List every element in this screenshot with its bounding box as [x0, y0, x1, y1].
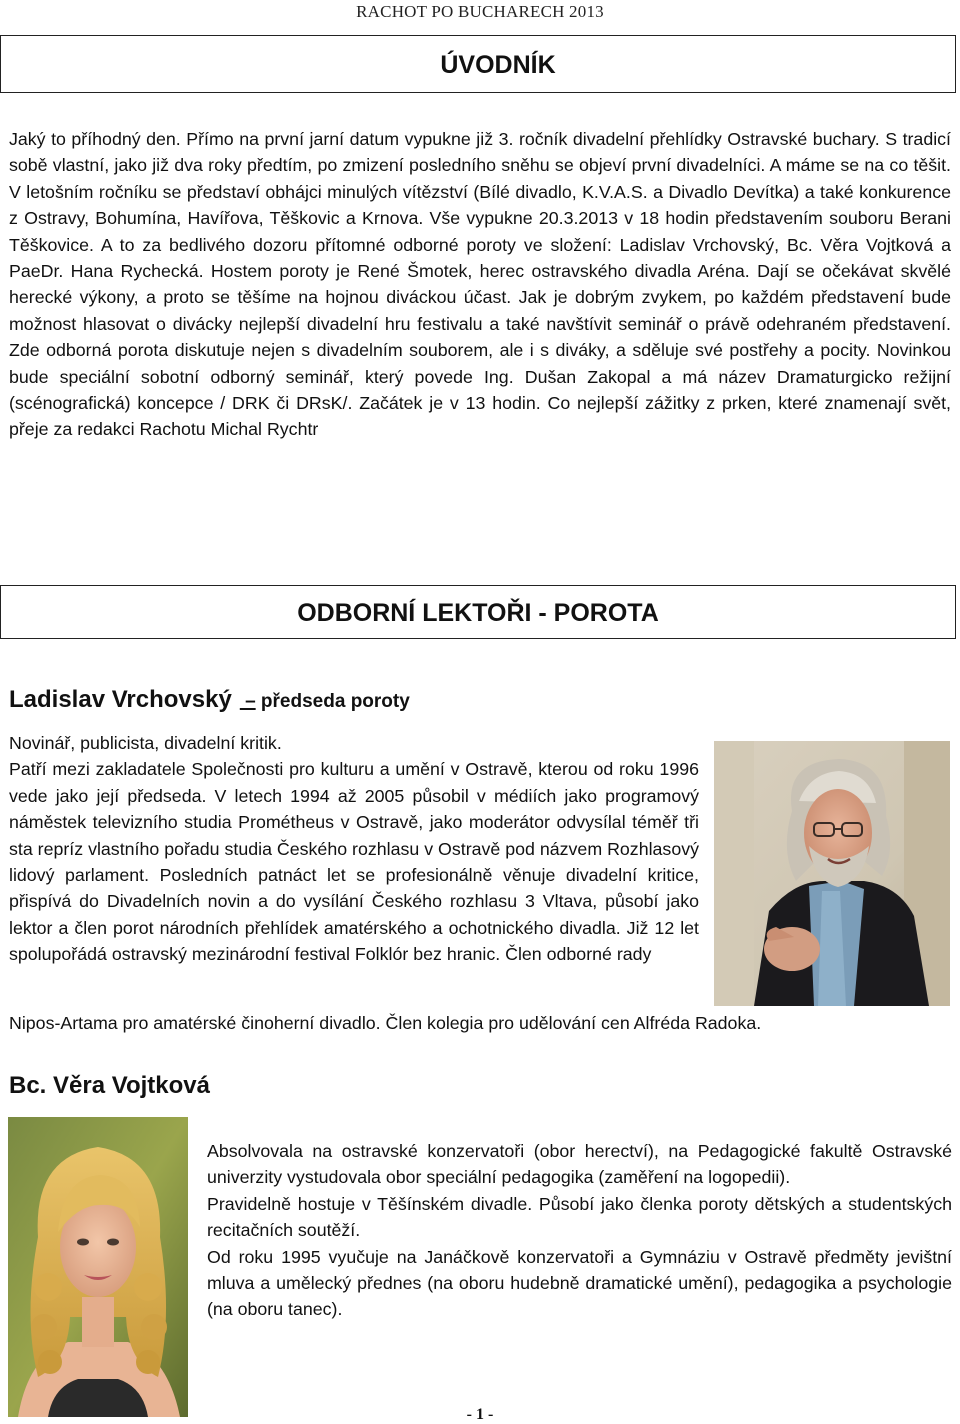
role-dash: – [239, 691, 256, 712]
juror-bio-vrchovsky [9, 730, 699, 968]
bio-first-line: Novinář, publicista, divadelní kritik. [9, 733, 282, 753]
juror-role [240, 691, 410, 712]
juror-name: Ladislav Vrchovský [9, 686, 232, 713]
photo-vojtkova [8, 1117, 188, 1417]
juror-bio-vojtkova [207, 1138, 952, 1323]
section-box-jury [0, 585, 956, 639]
running-header: RACHOT PO BUCHARECH 2013 [356, 2, 604, 21]
section-box-editorial [0, 35, 956, 93]
bio-paragraph-3: Od roku 1995 vyučuje na Janáčkově konzervatoři a Gymnáziu v Ostravě předměty jevištní mluva a umělecký přednes (na oboru hudebně dramatické umění), pedagogika a psychologie (na oboru tanec). [207, 1246, 952, 1320]
section-title-editorial: ÚVODNÍK [440, 51, 556, 79]
section-title-jury: ODBORNÍ LEKTOŘI - POROTA [297, 599, 659, 627]
juror-heading-vojtkova: Bc. Věra Vojtková [9, 1072, 210, 1099]
portrait-woman-image [8, 1117, 188, 1417]
bio-text: Patří mezi zakladatele Společnosti pro kulturu a umění v Ostravě, kterou od roku 1996 vede jako její předseda. V letech 1994 až 2005 působil v médiích jako programový náměstek televizního studia Prométheus v Ostravě, jako moderátor odvysílal téměř tři sta repríz vlastního pořadu studia Českého rozhlasu v Ostravě pod názvem Rozhlasový lidový parlament. Posledních patnáct let se profesionálně věnuje divadelní kritice, přispívá do Divadelních novin a do vysílání Českého rozhlasu 3 Vltava, působí jako lektor a člen porot národních přehlídek amatérského a ochotnického divadla. Již 12 let spolupořádá ostravský mezinárodní festival Folklór bez hranic. Člen odborné rady [9, 759, 699, 965]
portrait-man-image [714, 741, 950, 1006]
juror-bio-tail: Nipos-Artama pro amatérské činoherní divadlo. Člen kolegia pro udělování cen Alfréda Radoka. [9, 1013, 762, 1033]
page-number: - 1 - [466, 1406, 494, 1423]
photo-vrchovsky [714, 741, 950, 1006]
bio-paragraph-2: Pravidelně hostuje v Těšínském divadle. Působí jako členka poroty dětských a studentských recitačních soutěží. [207, 1193, 952, 1241]
bio-paragraph-1: Absolvovala na ostravské konzervatoři (obor herectví), na Pedagogické fakultě Ostravské univerzity vystudovala obor speciální pedagogika (zaměření na logopedii). [207, 1141, 952, 1188]
role-label: předseda poroty [255, 691, 410, 712]
editorial-paragraph: Jaký to příhodný den. Přímo na první jarní datum vypukne již 3. ročník divadelní přehlídky Ostravské buchary. S tradicí sobě vlastní, jako již dva roky předtím, po zmizení posledního sněhu se objeví první divadelníci. A máme se na co těšit. V letošním ročníku se představí obhájci minulých vítězství (Bílé divadlo, K.V.A.S. a Divadlo Devítka) a také konkurence z Ostravy, Bohumína, Havířova, Těškovic a Krnova. Vše vypukne 20.3.2013 v 18 hodin představením souboru Berani Těškovice. A to za bedlivého dozoru přítomné odborné poroty ve složení: Ladislav Vrchovský, Bc. Věra Vojtková a PaeDr. Hana Rychecká. Hostem poroty je René Šmotek, herec ostravského divadla Aréna. Dají se očekávat skvělé herecké výkony, a proto se těšíme na hojnou diváckou účast. Jak je dobrým zvykem, po každém představení bude možnost hlasovat o divácky nejlepší divadelní hru festivalu a také navštívit seminář o právě odehraném představení. Zde odborná porota diskutuje nejen s divadelním souborem, ale i s diváky, a sděluje své postřehy a pocity. Novinkou bude speciální sobotní odborný seminář, který povede Ing. Dušan Zakopal a má název Dramaturgicko režijní (scénografická) koncepce / DRK či DRsK/. Začátek je v 13 hodin. Co nejlepší zážitky z prken, které znamenají svět, přeje za redakci Rachotu Michal Rychtr [9, 129, 951, 440]
juror-heading-vrchovsky [9, 686, 410, 714]
